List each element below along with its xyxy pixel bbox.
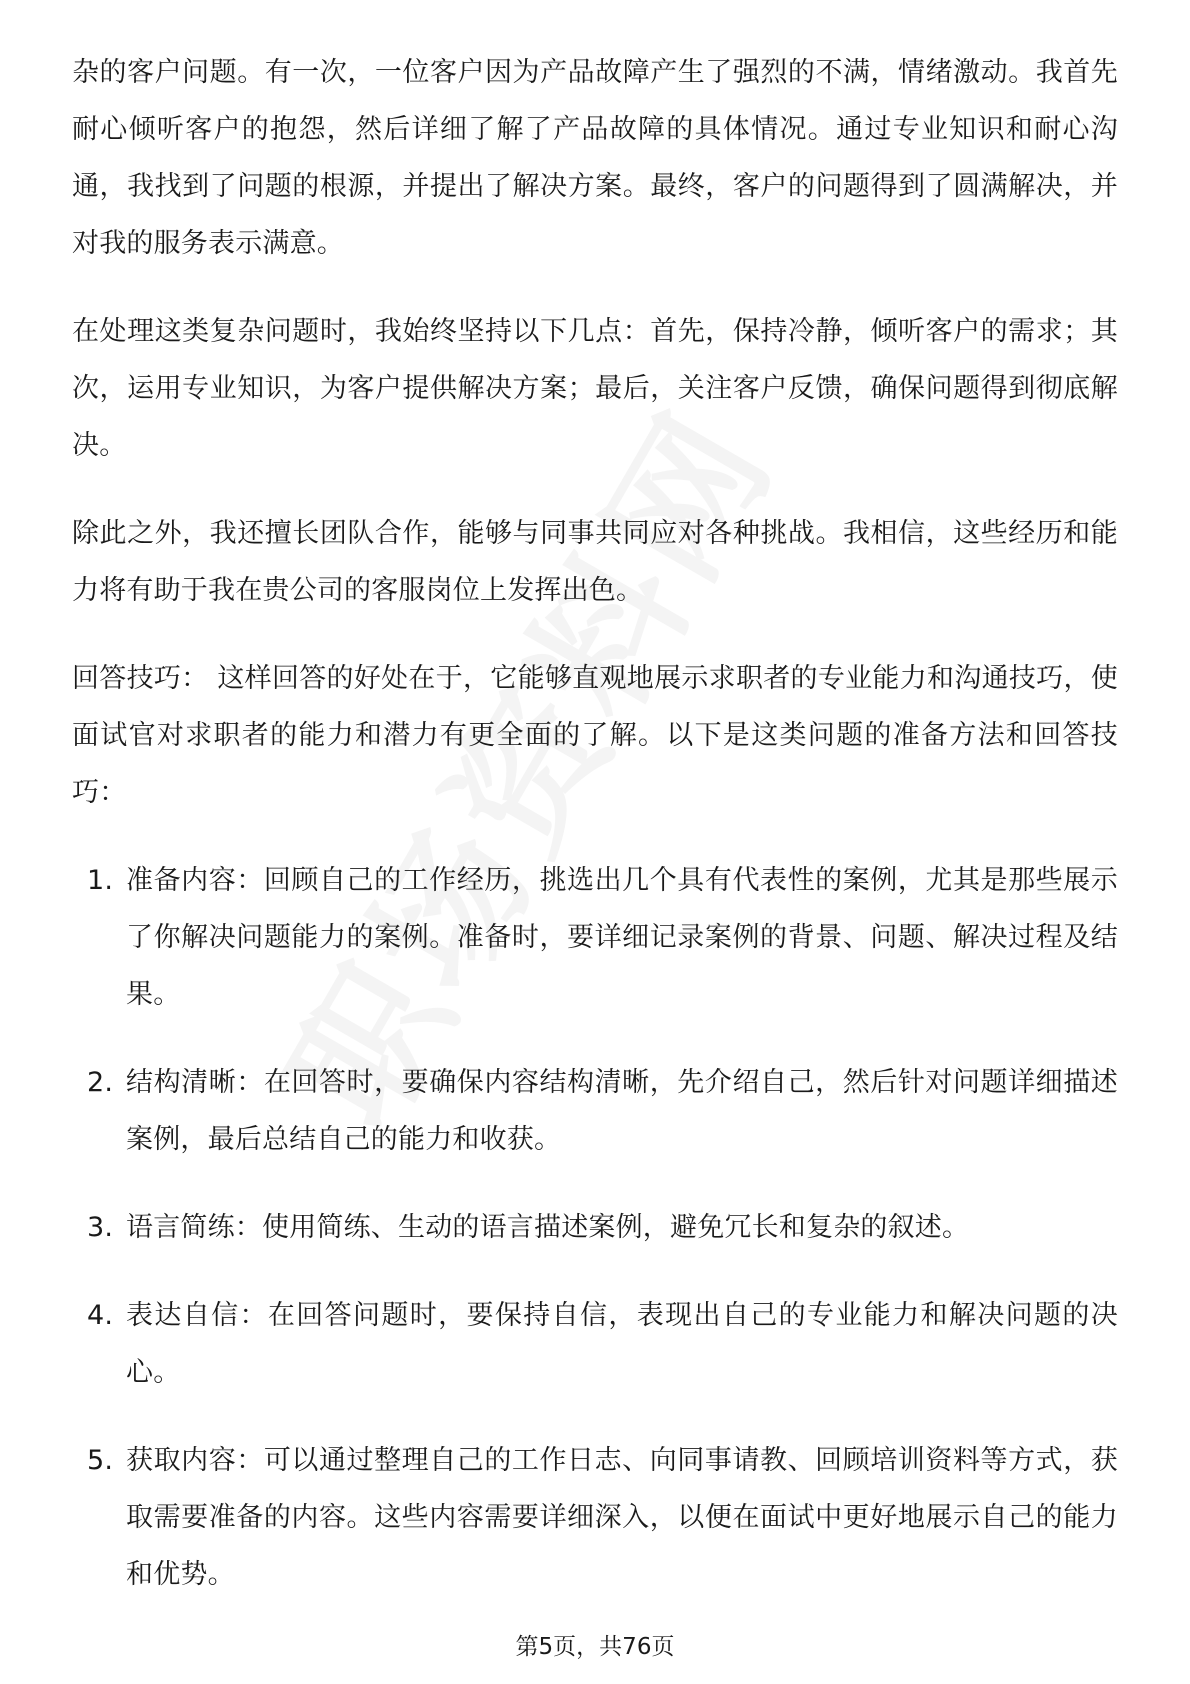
list-item-text: 结构清晰：在回答时，要确保内容结构清晰，先介绍自己，然后针对问题详细描述案例，最后总结自己的能力和收获。 <box>126 1067 1118 1155</box>
paragraph-answer-tips: 回答技巧： 这样回答的好处在于，它能够直观地展示求职者的专业能力和沟通技巧，使面试官对求职者的能力和潜力有更全面的了解。以下是这类问题的准备方法和回答技巧： <box>72 663 1118 808</box>
list-item <box>72 1054 1118 1168</box>
list-item <box>72 1287 1118 1401</box>
list-item <box>72 1199 1118 1256</box>
paragraph-2: 在处理这类复杂问题时，我始终坚持以下几点：首先，保持冷静，倾听客户的需求；其次，运用专业知识，为客户提供解决方案；最后，关注客户反馈，确保问题得到彻底解决。 <box>72 316 1118 461</box>
list-item-text: 表达自信：在回答问题时，要保持自信，表现出自己的专业能力和解决问题的决心。 <box>126 1300 1118 1388</box>
list-item <box>72 852 1118 1023</box>
tips-list <box>72 852 1118 1603</box>
list-item-number: 5. <box>87 1445 114 1476</box>
list-item-text: 语言简练：使用简练、生动的语言描述案例，避免冗长和复杂的叙述。 <box>126 1212 970 1243</box>
list-item-text: 准备内容：回顾自己的工作经历，挑选出几个具有代表性的案例，尤其是那些展示了你解决问题能力的案例。准备时，要详细记录案例的背景、问题、解决过程及结果。 <box>126 865 1118 1010</box>
list-item-number: 3. <box>87 1212 114 1243</box>
page-number-footer: 第5页，共76页 <box>515 1634 675 1660</box>
list-item-text: 获取内容：可以通过整理自己的工作日志、向同事请教、回顾培训资料等方式，获取需要准备的内容。这些内容需要详细深入，以便在面试中更好地展示自己的能力和优势。 <box>126 1445 1118 1590</box>
page-content <box>72 44 1118 1634</box>
list-item <box>72 1432 1118 1603</box>
paragraph-3: 除此之外，我还擅长团队合作，能够与同事共同应对各种挑战。我相信，这些经历和能力将有助于我在贵公司的客服岗位上发挥出色。 <box>72 518 1118 606</box>
list-item-number: 1. <box>87 865 114 896</box>
list-item-number: 4. <box>87 1300 114 1331</box>
paragraph-1: 杂的客户问题。有一次，一位客户因为产品故障产生了强烈的不满，情绪激动。我首先耐心倾听客户的抱怨，然后详细了解了产品故障的具体情况。通过专业知识和耐心沟通，我找到了问题的根源，并提出了解决方案。最终，客户的问题得到了圆满解决，并对我的服务表示满意。 <box>72 57 1118 259</box>
list-item-number: 2. <box>87 1067 114 1098</box>
